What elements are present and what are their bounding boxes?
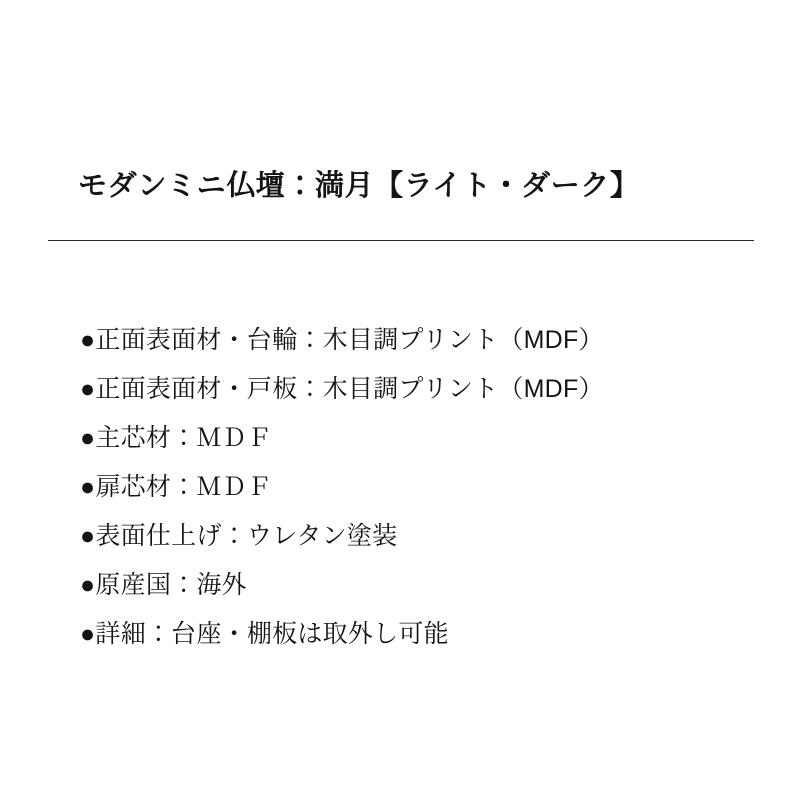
list-item: ●正面表面材・台輪：木目調プリント（MDF）: [80, 326, 604, 354]
specification-list: [80, 328, 760, 647]
list-item: ●主芯材：ＭＤＦ: [80, 424, 273, 452]
list-item: ●原産国：海外: [80, 571, 247, 599]
list-item: ●正面表面材・戸板：木目調プリント（MDF）: [80, 375, 604, 403]
horizontal-rule: [48, 240, 754, 241]
list-item: ●表面仕上げ：ウレタン塗装: [80, 522, 398, 550]
list-item: ●詳細：台座・棚板は取外し可能: [80, 620, 449, 648]
list-item: ●扉芯材：ＭＤＦ: [80, 473, 273, 501]
page-title: モダンミニ仏壇：満月【ライト・ダーク】: [78, 170, 640, 203]
